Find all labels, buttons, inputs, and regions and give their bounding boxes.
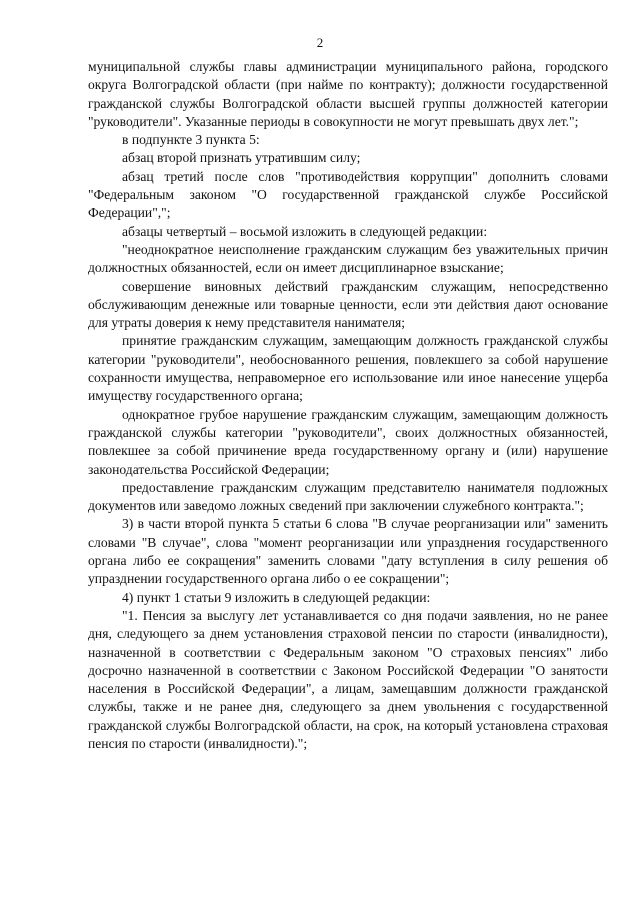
paragraph: однократное грубое нарушение гражданским служащим, замещающим должность гражданской службы категории "руководители", своих должностных обязанностей, повлекшее за собой причинение вреда государственному органу и (или) нарушение законодательства Российской Федерации; [88,406,608,477]
paragraph: абзацы четвертый – восьмой изложить в следующей редакции: [122,223,488,239]
paragraph: 3) в части второй пункта 5 статьи 6 слова "В случае реорганизации или" заменить словами "В случае", слова "момент реорганизации или упразднения государственного органа либо ее сокращения" заменить словами "дату вступления в силу решения об упразднении государственного органа либо о ее сокращении"; [88,516,608,587]
page-number: 2 [316,35,324,50]
paragraph: муниципальной службы главы администрации муниципального района, городского округа Волгоградской области (при найме по контракту); должности государственной гражданской службы Волгоградской области высшей группы должностей категории "руководители". Указанные периоды в совокупности не могут превышать двух лет."; [88,59,608,129]
document-body [88,58,608,753]
paragraph: принятие гражданским служащим, замещающим должность гражданской службы категории "руководители", необоснованного решения, повлекшего за собой нарушение сохранности имущества, неправомерное его использование или иное нанесение ущерба имуществу государственного органа; [88,333,608,404]
paragraph: "неоднократное неисполнение гражданским служащим без уважительных причин должностных обязанностей, если он имеет дисциплинарное взыскание; [88,241,608,276]
paragraph: абзац второй признать утратившим силу; [122,150,361,166]
paragraph: абзац третий после слов "противодействия коррупции" дополнить словами "Федеральным законом "О государственной гражданской службе Российской Федерации","; [88,168,608,221]
paragraph: совершение виновных действий гражданским служащим, непосредственно обслуживающим денежные или товарные ценности, если эти действия дают основание для утраты доверия к нему представителя нанимателя; [88,278,608,331]
paragraph: в подпункте 3 пункта 5: [122,132,260,148]
paragraph: "1. Пенсия за выслугу лет устанавливается со дня подачи заявления, но не ранее дня, следующего за днем установления страховой пенсии по старости (инвалидности), назначенной в соответствии с Федеральным законом "О страховых пенсиях" либо досрочно назначенной в соответствии с Законом Российской Федерации "О занятости населения в Российской Федерации", а лицам, замещавшим должности гражданской службы, также и не ранее дня, следующего за днем увольнения с государственной гражданской службы Волгоградской области, на срок, на который установлена страховая пенсия по старости (инвалидности)."; [88,607,608,751]
paragraph: предоставление гражданским служащим представителю нанимателя подложных документов или заведомо ложных сведений при заключении служебного контракта."; [88,479,608,514]
paragraph: 4) пункт 1 статьи 9 изложить в следующей редакции: [122,589,431,605]
